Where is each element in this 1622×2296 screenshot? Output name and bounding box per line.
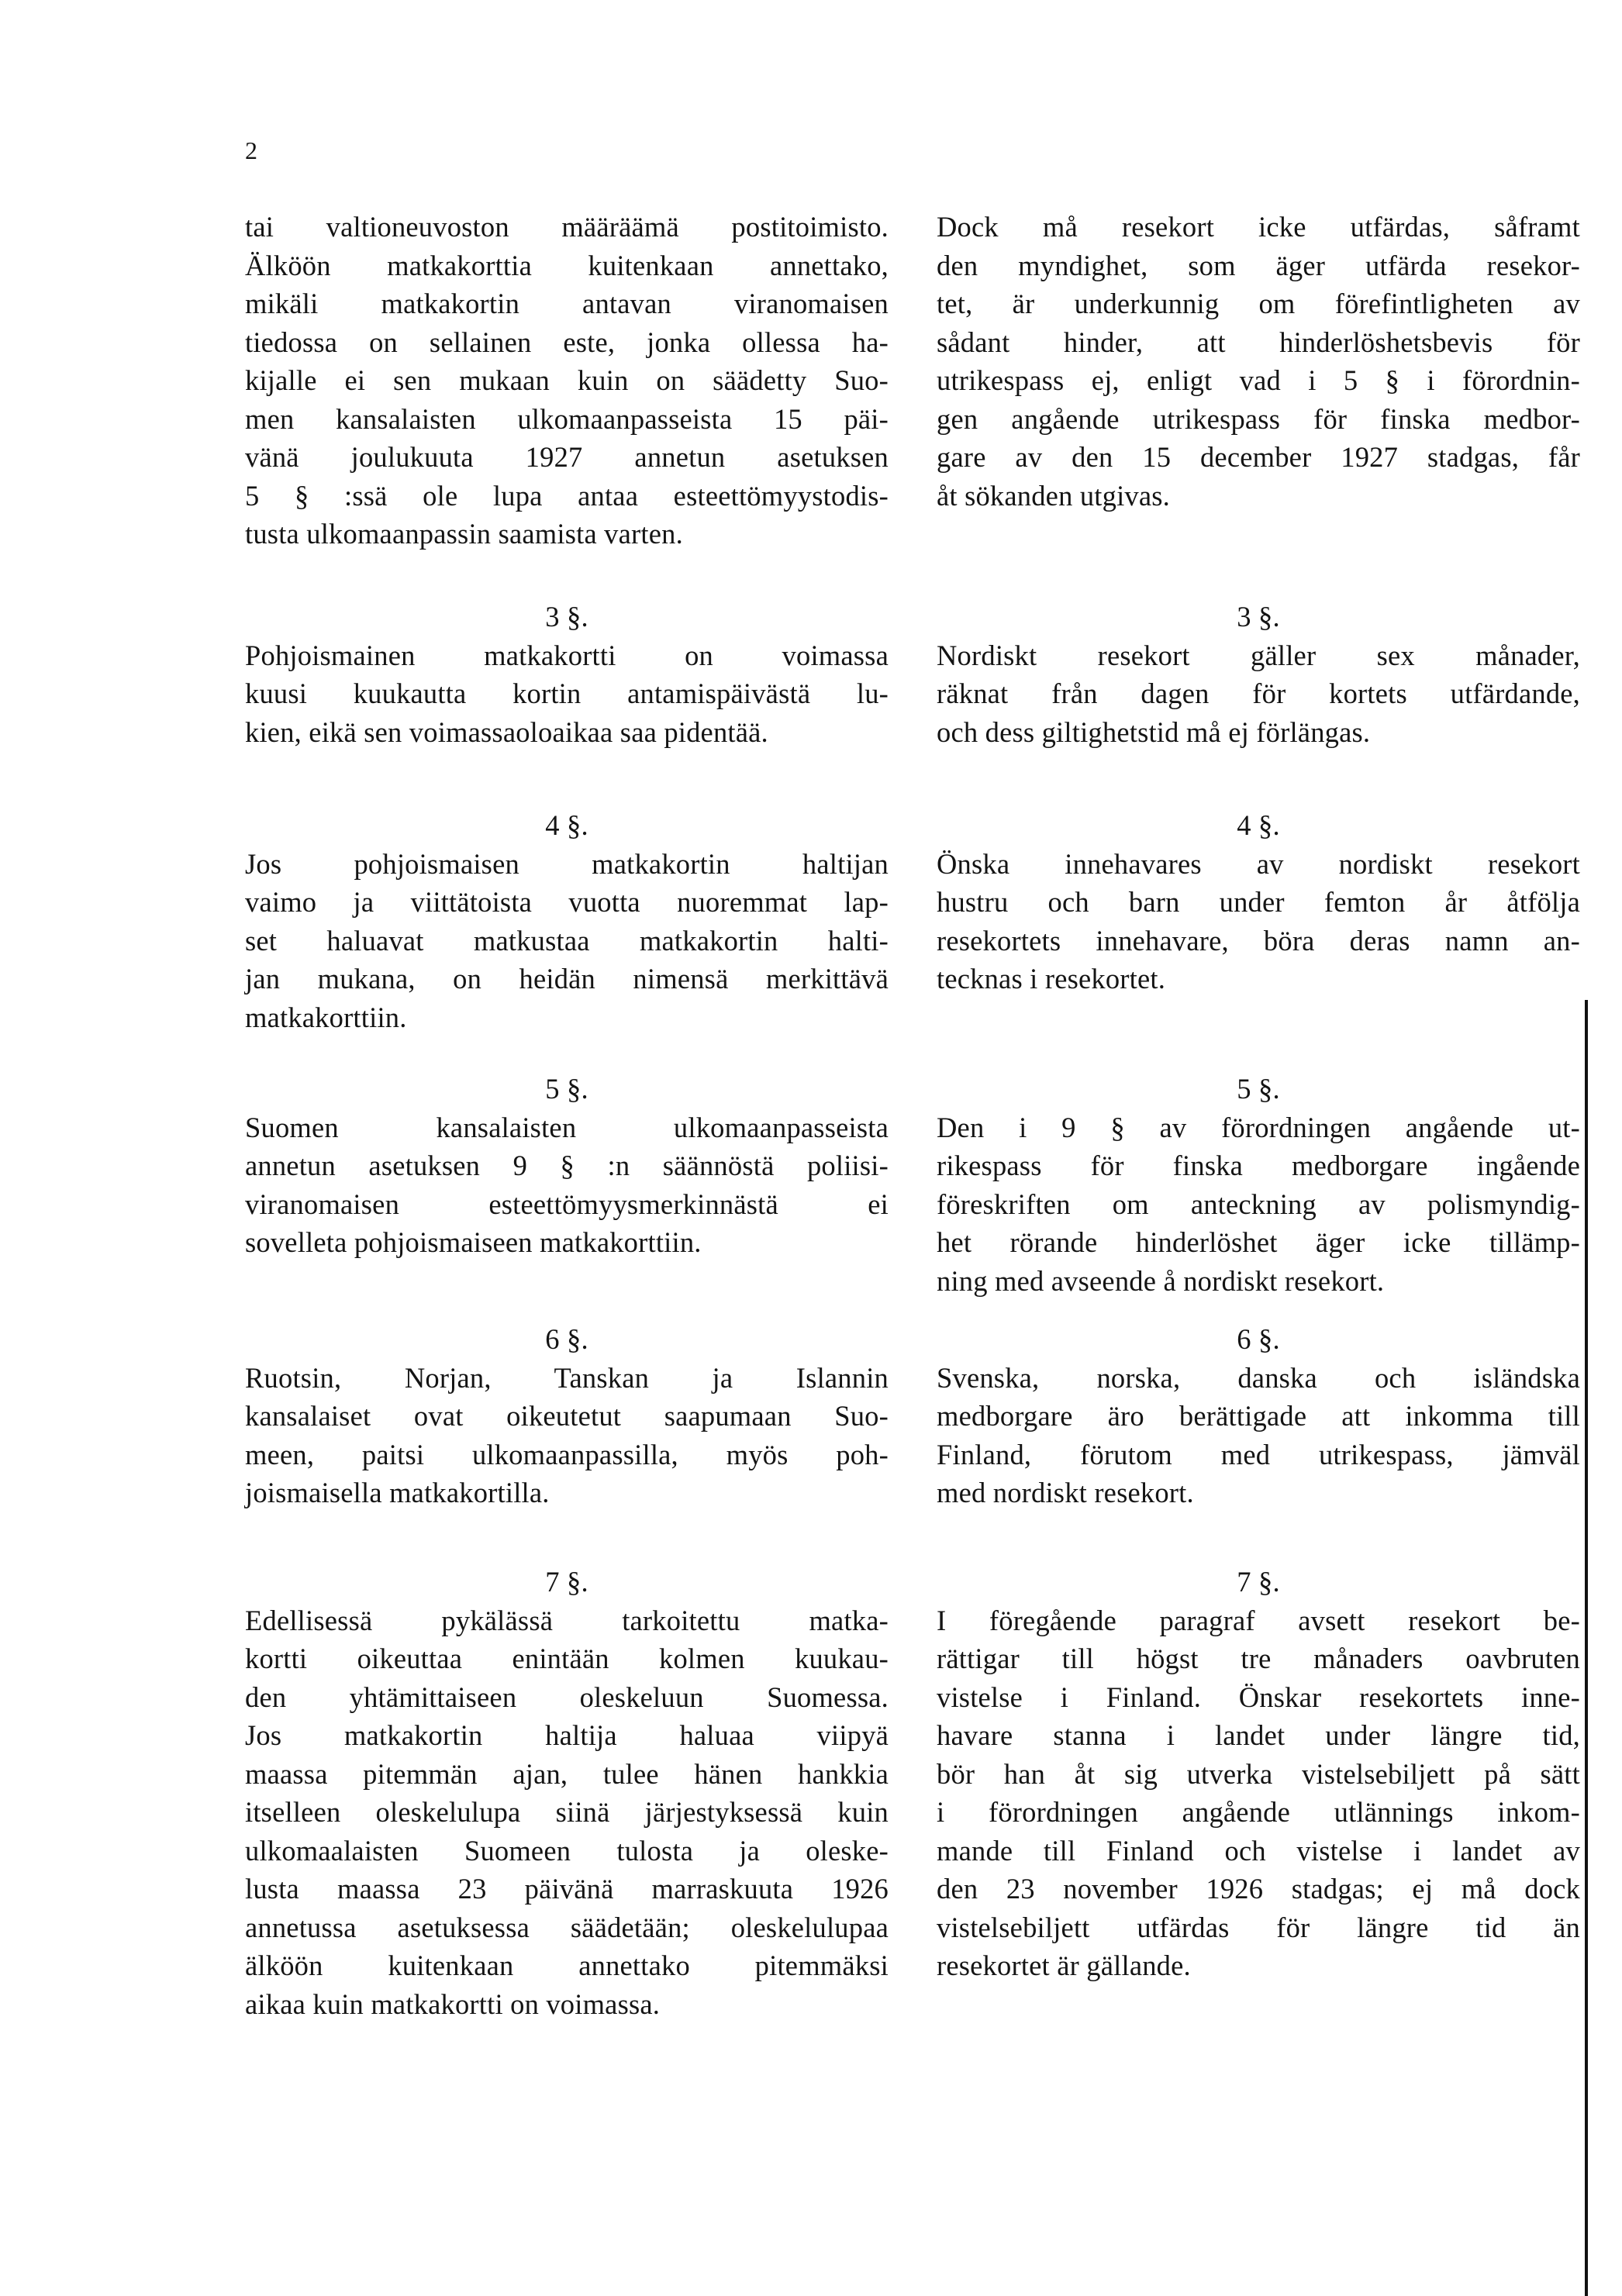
swedish-intro xyxy=(937,208,1580,515)
section-heading: 7 §. xyxy=(1237,1566,1280,1598)
swedish-section-7 xyxy=(937,1563,1580,1985)
text-line: 5 § :ssä ole lupa antaa esteettömyystodis- xyxy=(245,479,889,512)
text-line: Älköön matkakorttia kuitenkaan annettako, xyxy=(245,249,889,281)
text-line: Pohjoismainen matkakortti on voimassa xyxy=(245,639,889,671)
swedish-section-6 xyxy=(937,1320,1580,1512)
text-line: havare stanna i landet under längre tid, xyxy=(937,1719,1580,1751)
text-line: joismaisella matkakortilla. xyxy=(245,1477,550,1508)
text-line: tecknas i resekortet. xyxy=(937,963,1166,995)
text-line: men kansalaisten ulkomaanpasseista 15 päi- xyxy=(245,402,889,435)
text-line: rikespass för finska medborgare ingående xyxy=(937,1150,1580,1181)
text-line: Nordiskt resekort gäller sex månader, xyxy=(937,639,1580,671)
text-line: Svenska, norska, danska och isländska xyxy=(937,1361,1580,1394)
section-heading: 5 §. xyxy=(1237,1073,1280,1105)
text-line: matkakorttiin. xyxy=(245,1001,407,1033)
section-heading: 4 §. xyxy=(545,809,588,841)
text-line: resekortets innehavare, böra deras namn an- xyxy=(937,924,1580,957)
text-line: resekortet är gällande. xyxy=(937,1950,1191,1981)
text-line: räknat från dagen för kortets utfärdande, xyxy=(937,677,1580,709)
text-line: den myndighet, som äger utfärda resekor- xyxy=(937,249,1580,281)
text-line: Ruotsin, Norjan, Tanskan ja Islannin xyxy=(245,1361,889,1394)
section-heading: 4 §. xyxy=(1237,809,1280,841)
text-line: kien, eikä sen voimassaoloaikaa saa pidentää. xyxy=(245,715,768,748)
text-line: tet, är underkunnig om förefintligheten av xyxy=(937,288,1580,319)
text-line: kortti oikeuttaa enintään kolmen kuukau- xyxy=(245,1643,889,1674)
text-line: mande till Finland och vistelse i landet av xyxy=(937,1834,1580,1867)
text-line: hustru och barn under femton år åtfölja xyxy=(937,886,1580,918)
text-line: sådant hinder, att hinderlöshetsbevis för xyxy=(937,326,1580,358)
text-line: ning med avseende å nordiskt resekort. xyxy=(937,1264,1385,1297)
text-line: vänä joulukuuta 1927 annetun asetuksen xyxy=(245,441,889,473)
text-line: kuusi kuukautta kortin antamispäivästä lu- xyxy=(245,677,889,709)
section-heading: 5 §. xyxy=(545,1073,588,1105)
text-line: den yhtämittaiseen oleskeluun Suomessa. xyxy=(245,1681,889,1713)
text-line: medborgare äro berättigade att inkomma till xyxy=(937,1400,1580,1432)
page-number: 2 xyxy=(245,136,257,164)
text-line: Önska innehavares av nordiskt resekort xyxy=(937,847,1580,880)
finnish-intro xyxy=(245,208,889,553)
text-line: vistelsebiljett utfärdas för längre tid än xyxy=(937,1911,1580,1943)
text-line: meen, paitsi ulkomaanpassilla, myös poh- xyxy=(245,1438,889,1470)
text-line: set haluavat matkustaa matkakortin halti- xyxy=(245,924,889,957)
text-line: bör han åt sig utverka vistelsebiljett på sätt xyxy=(937,1757,1580,1790)
finnish-section-3 xyxy=(245,598,889,751)
text-line: gen angående utrikespass för finska medbor- xyxy=(937,402,1580,435)
text-line: Jos pohjoismaisen matkakortin haltijan xyxy=(245,847,889,880)
text-line: viranomaisen esteettömyysmerkinnästä ei xyxy=(245,1188,889,1220)
right-margin-rule xyxy=(1585,1000,1588,2296)
text-line: åt sökanden utgivas. xyxy=(937,479,1171,512)
text-line: aikaa kuin matkakortti on voimassa. xyxy=(245,1987,661,2020)
text-line: Den i 9 § av förordningen angående ut- xyxy=(937,1111,1580,1143)
text-line: mikäli matkakortin antavan viranomaisen xyxy=(245,288,889,319)
text-line: I föregående paragraf avsett resekort be- xyxy=(937,1604,1580,1636)
text-line: Dock må resekort icke utfärdas, såframt xyxy=(937,211,1580,243)
text-line: het rörande hinderlöshet äger icke tillämp- xyxy=(937,1226,1580,1258)
swedish-section-4 xyxy=(937,806,1580,998)
text-line: Finland, förutom med utrikespass, jämväl xyxy=(937,1438,1580,1470)
text-line: annetun asetuksen 9 § :n säännöstä poliisi- xyxy=(245,1150,889,1181)
text-line: Edellisessä pykälässä tarkoitettu matka- xyxy=(245,1604,889,1636)
text-line: rättigar till högst tre månaders oavbruten xyxy=(937,1643,1580,1674)
text-line: i förordningen angående utlännings inkom- xyxy=(937,1796,1580,1828)
text-line: tiedossa on sellainen este, jonka ollessa ha- xyxy=(245,326,889,358)
section-heading: 6 §. xyxy=(545,1323,588,1355)
section-heading: 3 §. xyxy=(1237,601,1280,633)
section-heading: 7 §. xyxy=(545,1566,588,1598)
text-line: gare av den 15 december 1927 stadgas, får xyxy=(937,441,1580,473)
text-line: vaimo ja viittätoista vuotta nuoremmat lap- xyxy=(245,886,889,918)
section-heading: 3 §. xyxy=(545,601,588,633)
text-line: lusta maassa 23 päivänä marraskuuta 1926 xyxy=(245,1873,889,1905)
text-line: kansalaiset ovat oikeutetut saapumaan Suo- xyxy=(245,1400,889,1432)
swedish-section-3 xyxy=(937,598,1580,751)
text-line: föreskriften om anteckning av polismyndig- xyxy=(937,1188,1580,1220)
text-line: tai valtioneuvoston määräämä postitoimisto. xyxy=(245,211,889,243)
text-line: sovelleta pohjoismaiseen matkakorttiin. xyxy=(245,1226,702,1258)
text-line: itselleen oleskelulupa siinä järjestyksessä kuin xyxy=(245,1796,889,1828)
text-line: vistelse i Finland. Önskar resekortets inne- xyxy=(937,1681,1580,1713)
finnish-section-7 xyxy=(245,1563,889,2023)
text-line: den 23 november 1926 stadgas; ej må dock xyxy=(937,1873,1580,1905)
text-line: kijalle ei sen mukaan kuin on säädetty Suo- xyxy=(245,364,889,396)
finnish-section-6 xyxy=(245,1320,889,1512)
text-line: jan mukana, on heidän nimensä merkittävä xyxy=(245,963,889,995)
finnish-section-5 xyxy=(245,1070,889,1262)
text-line: Jos matkakortin haltija haluaa viipyä xyxy=(245,1719,889,1751)
text-line: och dess giltighetstid må ej förlängas. xyxy=(937,715,1371,748)
text-line: Suomen kansalaisten ulkomaanpasseista xyxy=(245,1111,889,1143)
text-line: med nordiskt resekort. xyxy=(937,1477,1194,1508)
finnish-section-4 xyxy=(245,806,889,1036)
text-line: tusta ulkomaanpassin saamista varten. xyxy=(245,518,683,550)
text-line: annetussa asetuksessa säädetään; oleskelulupaa xyxy=(245,1911,889,1943)
text-line: utrikespass ej, enligt vad i 5 § i förordnin- xyxy=(937,364,1580,396)
text-line: maassa pitemmän ajan, tulee hänen hankkia xyxy=(245,1757,889,1790)
text-line: älköön kuitenkaan annettako pitemmäksi xyxy=(245,1950,889,1981)
swedish-section-5 xyxy=(937,1070,1580,1300)
section-heading: 6 §. xyxy=(1237,1323,1280,1355)
text-line: ulkomaalaisten Suomeen tulosta ja oleske- xyxy=(245,1834,889,1867)
